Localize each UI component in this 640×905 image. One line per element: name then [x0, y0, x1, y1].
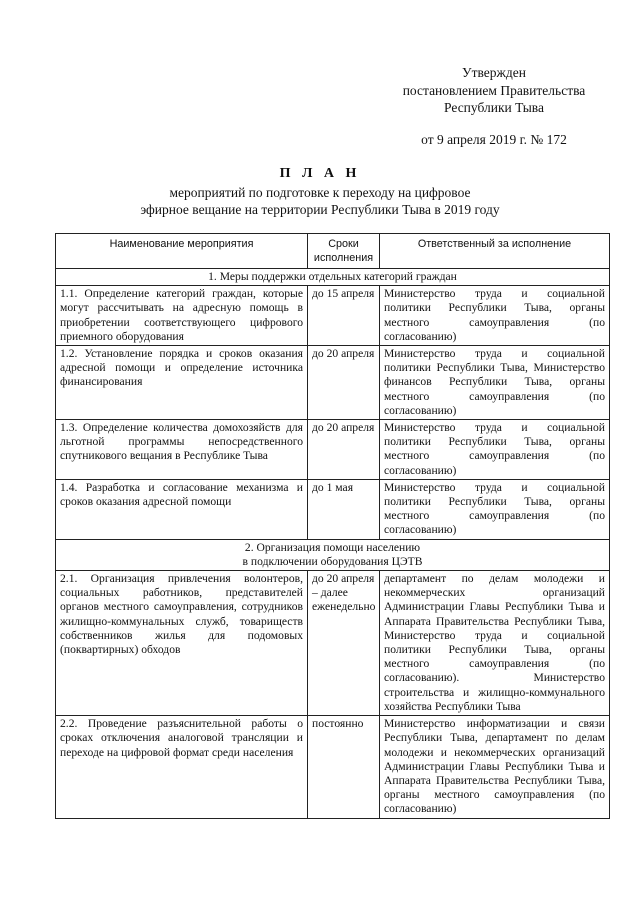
- row-name: 1.2. Установление порядка и сроков оказания адресной помощи и определение источника финансирования: [56, 346, 308, 420]
- row-name: 1.1. Определение категорий граждан, которые могут рассчитывать на адресную помощь в приобретении соответствующего цифрового приемного оборудования: [56, 286, 308, 346]
- row-term: до 20 апреля: [308, 346, 380, 420]
- row-term: постоянно: [308, 716, 380, 818]
- header-term: Сроки исполнения: [308, 234, 380, 269]
- section-row: [56, 539, 610, 570]
- row-responsible: департамент по делам молодежи и некоммерческих организаций Администрации Главы Республики Тыва и Аппарата Правительства Республики Тыва, Министерство труда и социальной политики Республики Тыва, органы местного самоуправления (по согласованию). Министерство строительства и жилищно-коммунального хозяйства Республики Тыва: [380, 571, 610, 716]
- row-term: до 20 апреля – далее еженедельно: [308, 571, 380, 716]
- row-term: до 20 апреля: [308, 420, 380, 480]
- plan-table: [55, 233, 610, 819]
- approval-line-2: постановлением Правительства: [402, 82, 586, 98]
- row-responsible: Министерство труда и социальной политики Республики Тыва, органы местного самоуправления (по согласованию): [380, 420, 610, 480]
- row-responsible: Министерство информатизации и связи Республики Тыва, департамент по делам молодежи и некоммерческих организаций Администрации Главы Республики Тыва и Аппарата Правительства Республики Тыва, органы местного самоуправления (по согласованию): [380, 716, 610, 818]
- section-title-line-1: 2. Организация помощи населению: [244, 540, 421, 554]
- row-name: 1.4. Разработка и согласование механизма и сроков оказания адресной помощи: [56, 479, 308, 539]
- table-row: [56, 286, 610, 346]
- table-row: [56, 420, 610, 480]
- section-title-line-2: в подключении оборудования ЦЭТВ: [242, 554, 423, 568]
- row-responsible: Министерство труда и социальной политики Республики Тыва, органы местного самоуправления (по согласованию): [380, 286, 610, 346]
- section-row: [56, 269, 610, 286]
- table-header-row: [56, 234, 610, 269]
- approval-line-3: Республики Тыва: [444, 100, 544, 115]
- row-responsible: Министерство труда и социальной политики Республики Тыва, органы местного самоуправления (по согласованию): [380, 479, 610, 539]
- plan-heading: П Л А Н: [279, 166, 361, 181]
- approval-line-1: Утвержден: [462, 65, 526, 80]
- row-name: 2.2. Проведение разъяснительной работы о сроках отключения аналоговой трансляции и переходе на цифровой формат среди населения: [56, 716, 308, 818]
- table-row: [56, 716, 610, 818]
- section-title: 1. Меры поддержки отдельных категорий граждан: [56, 269, 610, 286]
- header-responsible: Ответственный за исполнение: [380, 234, 610, 269]
- row-term: до 15 апреля: [308, 286, 380, 346]
- row-name: 2.1. Организация привлечения волонтеров, социальных работников, представителей органов местного самоуправления, сотрудников жилищно-коммунальных служб, товариществ собственников жилья для подомовых (поквартирных) обходов: [56, 571, 308, 716]
- approval-stamp: [380, 64, 608, 148]
- header-name: Наименование мероприятия: [56, 234, 308, 269]
- table-row: [56, 479, 610, 539]
- plan-subtitle-line-1: мероприятий по подготовке к переходу на цифровое: [169, 185, 471, 200]
- row-name: 1.3. Определение количества домохозяйств для льготной программы непосредственного спутникового вещания в Республике Тыва: [56, 420, 308, 480]
- plan-subtitle: [0, 184, 640, 218]
- table-row: [56, 346, 610, 420]
- section-title: [56, 539, 610, 570]
- row-term: до 1 мая: [308, 479, 380, 539]
- approval-date: от 9 апреля 2019 г. № 172: [421, 131, 567, 147]
- row-responsible: Министерство труда и социальной политики Республики Тыва, Министерство финансов Республики Тыва, органы местного самоуправления (по согласованию): [380, 346, 610, 420]
- plan-subtitle-line-2: эфирное вещание на территории Республики Тыва в 2019 году: [140, 202, 500, 217]
- table-row: [56, 571, 610, 716]
